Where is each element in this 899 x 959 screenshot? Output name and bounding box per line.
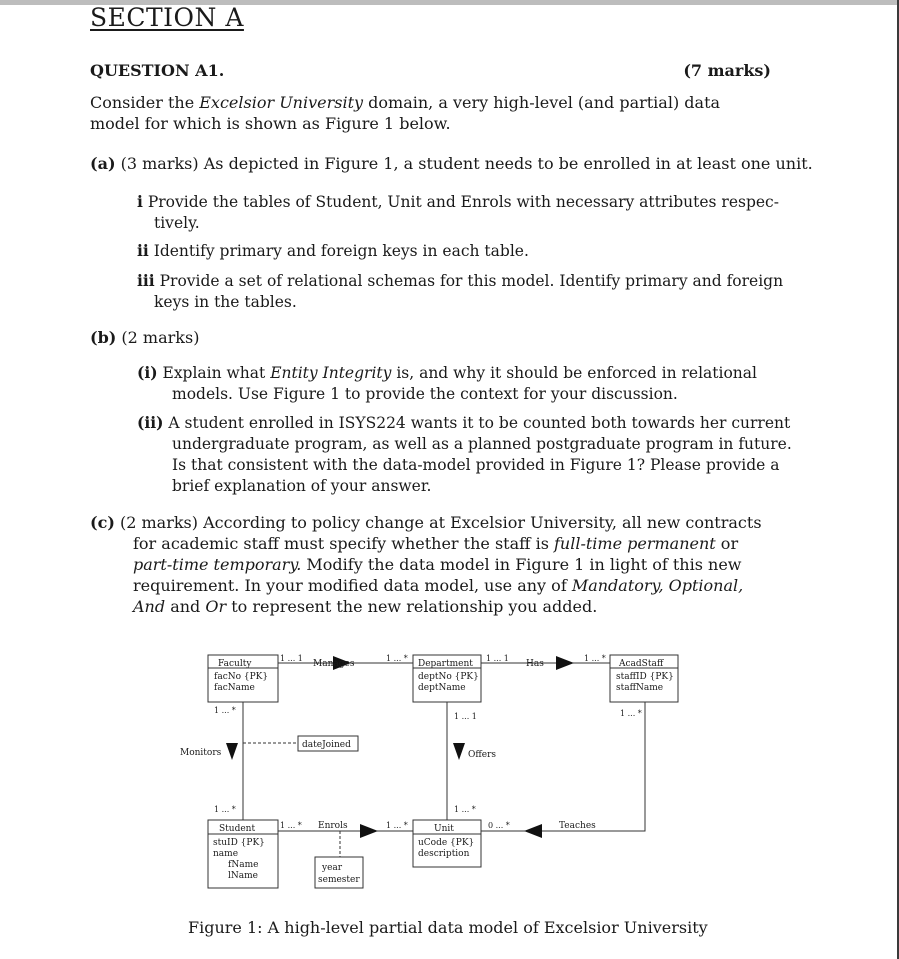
- mult-dept-has: 1 ... 1: [486, 654, 509, 663]
- monitors-label: Monitors: [180, 748, 222, 758]
- faculty-attr-1: facNo {PK}: [214, 672, 269, 682]
- part-a-item-i: i Provide the tables of Student, Unit and Enrols with necessary attributes respec-tively.: [137, 192, 779, 232]
- mult-staff-teaches: 1 ... *: [620, 709, 642, 718]
- part-a-item-iii: iii Provide a set of relational schemas for this model. Identify primary and foreign keys in the tables.: [137, 271, 784, 311]
- department-name: Department: [418, 659, 473, 669]
- question-marks: (7 marks): [683, 61, 771, 80]
- mult-dept-manages: 1 ... *: [386, 654, 408, 663]
- part-a-label: (a): [90, 154, 116, 173]
- part-b-label: (b): [90, 328, 117, 347]
- department-attr-1: deptNo {PK}: [418, 672, 479, 682]
- data-model-diagram: [170, 645, 710, 890]
- student-attr-2: name: [213, 849, 239, 859]
- part-b-text: (2 marks): [121, 328, 200, 347]
- department-attr-2: deptName: [418, 683, 466, 693]
- acadstaff-name: AcadStaff: [619, 659, 664, 669]
- part-c-label: (c): [90, 513, 115, 532]
- mult-staff-has: 1 ... *: [584, 654, 606, 663]
- unit-attr-1: uCode {PK}: [418, 838, 475, 848]
- figure-caption: Figure 1: A high-level partial data model of Excelsior University: [188, 918, 708, 937]
- mult-unit-teaches: 0 ... *: [488, 821, 510, 830]
- domain-name: Excelsior University: [199, 93, 364, 112]
- student-attr-4: lName: [228, 871, 258, 881]
- part-a: [90, 153, 813, 174]
- enrols-label: Enrols: [318, 821, 348, 831]
- has-arrow: [556, 656, 574, 670]
- section-title: SECTION A: [90, 3, 244, 32]
- mult-student-monitors: 1 ... *: [214, 805, 236, 814]
- mult-faculty-manages: 1 ... 1: [280, 654, 303, 663]
- mult-unit-offers: 1 ... *: [454, 805, 476, 814]
- part-a-text: (3 marks) As depicted in Figure 1, a student needs to be enrolled in at least one unit.: [120, 154, 813, 173]
- mult-unit-enrols: 1 ... *: [386, 821, 408, 830]
- enrol-semester-label: semester: [318, 875, 360, 885]
- teaches-label: Teaches: [559, 821, 596, 831]
- faculty-attr-2: facName: [214, 683, 255, 693]
- mult-dept-offers: 1 ... 1: [454, 712, 477, 721]
- teaches-arrow: [524, 824, 542, 838]
- student-attr-1: stuID {PK}: [213, 838, 265, 848]
- part-a-item-ii: ii Identify primary and foreign keys in each table.: [137, 241, 529, 260]
- student-attr-3: fName: [228, 860, 259, 870]
- teaches-line: [481, 702, 645, 831]
- offers-arrow: [453, 743, 465, 760]
- enrols-arrow: [360, 824, 378, 838]
- faculty-name: Faculty: [218, 659, 252, 669]
- acadstaff-attr-1: staffID {PK}: [616, 672, 674, 682]
- offers-label: Offers: [468, 750, 497, 760]
- part-b-item-ii: (ii) A student enrolled in ISYS224 wants it to be counted both towards her current undergraduate program, as well as a planned postgraduate program in future. Is that consistent with the data-model provided in Figure 1? Please provide a brief explanation of your answer.: [137, 413, 792, 495]
- mult-student-enrols: 1 ... *: [280, 821, 302, 830]
- acadstaff-attr-2: staffName: [616, 683, 664, 693]
- part-b: [90, 327, 199, 348]
- manages-label: Manages: [313, 659, 355, 669]
- unit-attr-2: description: [418, 849, 470, 859]
- mult-faculty-monitors: 1 ... *: [214, 706, 236, 715]
- monitors-arrow: [226, 743, 238, 760]
- intro-paragraph: Consider the Excelsior University domain, a very high-level (and partial) data model for which is shown as Figure 1 below.: [90, 93, 721, 133]
- student-name: Student: [219, 824, 256, 834]
- enrol-year-label: year: [322, 863, 343, 873]
- question-label: QUESTION A1.: [90, 61, 225, 80]
- unit-name: Unit: [434, 824, 454, 834]
- part-b-item-i: (i) Explain what Entity Integrity is, and why it should be enforced in relational models. Use Figure 1 to provide the context for your discussion.: [137, 363, 757, 403]
- date-joined-label: dateJoined: [302, 740, 351, 750]
- part-c: (c) (2 marks) According to policy change at Excelsior University, all new contracts for academic staff must specify whether the staff is full-time permanent or part-time temporary. Modify the data model in Figure 1 in light of this new requirement. In your modified data model, use any of Mandatory, Optional, And and Or to represent the new relationship you added.: [90, 513, 762, 616]
- has-label: Has: [526, 659, 544, 669]
